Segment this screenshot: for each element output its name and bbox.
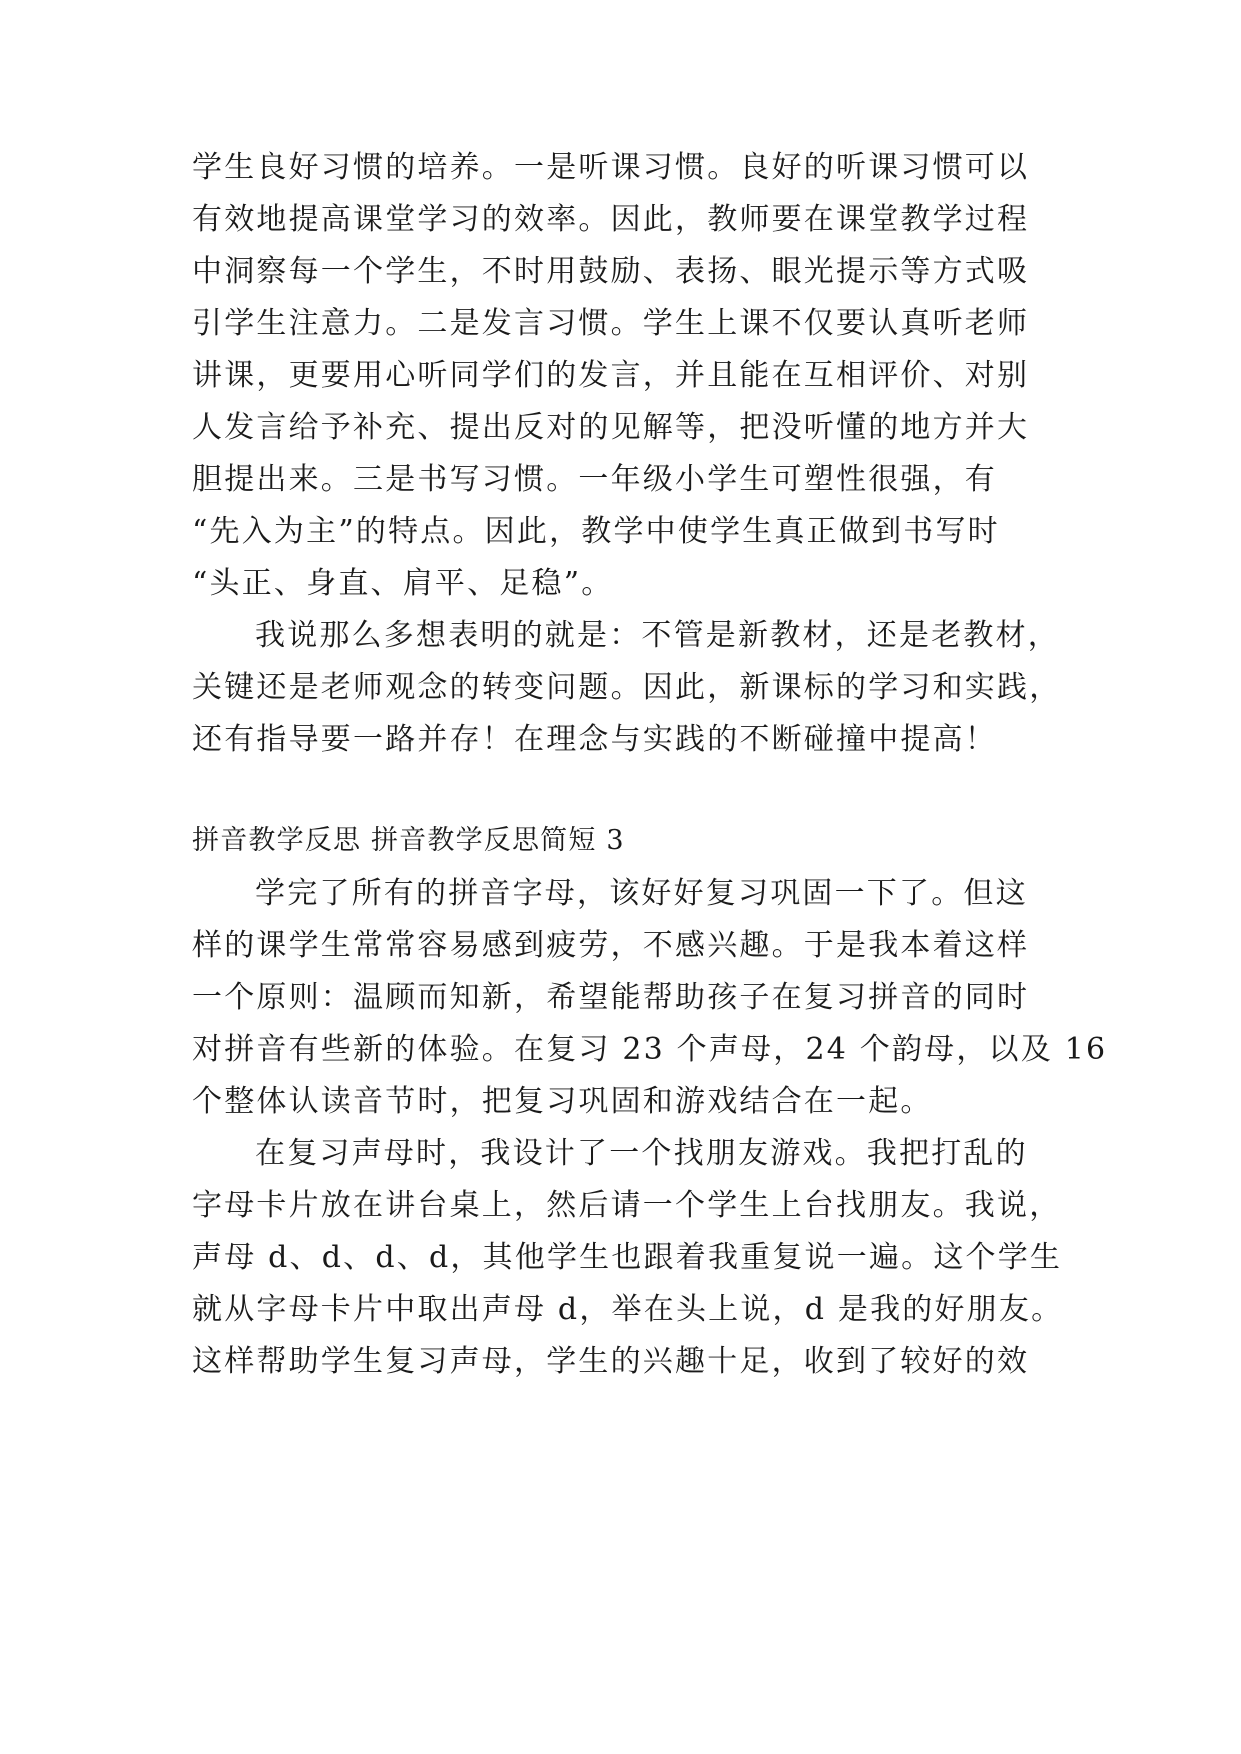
paragraph-line: 还有指导要一路并存！在理念与实践的不断碰撞中提高！ [192,722,997,757]
paragraph-line: 有效地提高课堂学习的效率。因此，教师要在课堂教学过程 [192,202,1030,237]
paragraph-line: 一个原则：温顾而知新，希望能帮助孩子在复习拼音的同时 [192,980,1030,1015]
paragraph-line: 学完了所有的拼音字母，该好好复习巩固一下了。但这 [255,876,1028,911]
paragraph-line: 个整体认读音节时，把复习巩固和游戏结合在一起。 [192,1084,933,1119]
paragraph-line: 中洞察每一个学生，不时用鼓励、表扬、眼光提示等方式吸 [192,254,1030,289]
paragraph-line: 关键还是老师观念的转变问题。因此，新课标的学习和实践， [192,670,1062,705]
paragraph-line: 我说那么多想表明的就是：不管是新教材，还是老教材， [255,618,1060,653]
paragraph-line: 声母 d、d、d、d，其他学生也跟着我重复说一遍。这个学生 [192,1240,1063,1275]
paragraph-line: 学生良好习惯的培养。一是听课习惯。良好的听课习惯可以 [192,150,1030,185]
paragraph-line: 字母卡片放在讲台桌上，然后请一个学生上台找朋友。我说， [192,1188,1062,1223]
paragraph-line: “头正、身直、肩平、足稳”。 [192,566,614,601]
paragraph-line: 就从字母卡片中取出声母 d，举在头上说，d 是我的好朋友。 [192,1292,1064,1327]
paragraph-line: 胆提出来。三是书写习惯。一年级小学生可塑性很强，有 [192,462,997,497]
paragraph-line: 样的课学生常常容易感到疲劳，不感兴趣。于是我本着这样 [192,928,1030,963]
section-heading: 拼音教学反思 拼音教学反思简短 3 [192,825,625,856]
paragraph-line: 在复习声母时，我设计了一个找朋友游戏。我把打乱的 [255,1136,1028,1171]
paragraph-line: 引学生注意力。二是发言习惯。学生上课不仅要认真听老师 [192,306,1030,341]
paragraph-line: 讲课，更要用心听同学们的发言，并且能在互相评价、对别 [192,358,1030,393]
paragraph-line: 这样帮助学生复习声母，学生的兴趣十足，收到了较好的效 [192,1344,1030,1379]
paragraph-line: 对拼音有些新的体验。在复习 23 个声母，24 个韵母，以及 16 [192,1032,1108,1067]
paragraph-line: “先入为主”的特点。因此，教学中使学生真正做到书写时 [192,514,1000,549]
paragraph-line: 人发言给予补充、提出反对的见解等，把没听懂的地方并大 [192,410,1030,445]
